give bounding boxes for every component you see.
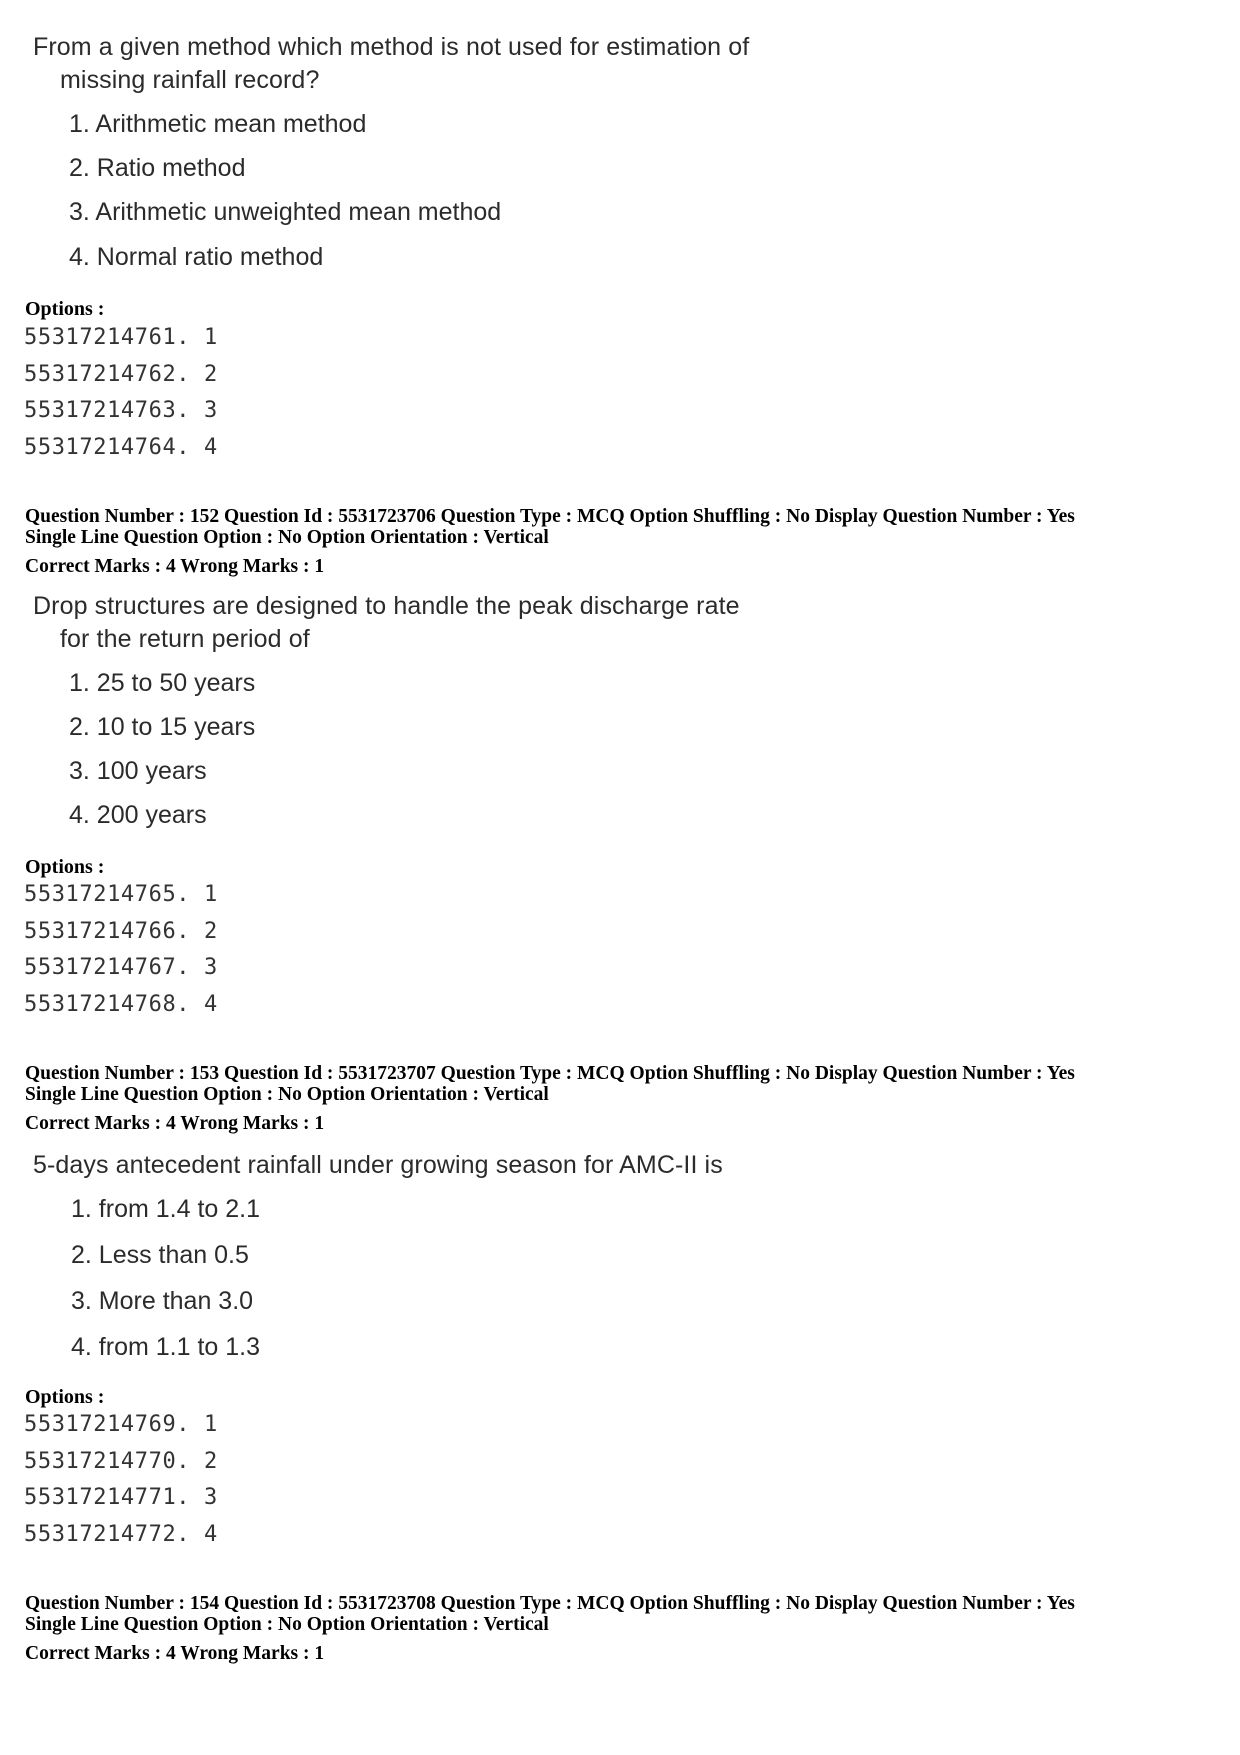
option-code-3: 55317214763. 3 — [24, 398, 218, 423]
question-meta-line1: Question Number : 153 Question Id : 5531723707 Question Type : MCQ Option Shuffling : No Display Question Number : Yes — [25, 1063, 1075, 1084]
choice-4: 4. from 1.1 to 1.3 — [71, 1333, 260, 1361]
option-code-2: 55317214766. 2 — [24, 919, 218, 944]
choice-3: 3. More than 3.0 — [71, 1287, 254, 1315]
choice-4: 4. 200 years — [69, 801, 207, 829]
question-stem: 5-days antecedent rainfall under growing season for AMC-II is — [33, 1151, 723, 1179]
option-code-2: 55317214770. 2 — [24, 1449, 218, 1474]
choice-1: 1. from 1.4 to 2.1 — [71, 1195, 260, 1223]
option-code-1: 55317214761. 1 — [24, 325, 218, 350]
choice-2: 2. Less than 0.5 — [71, 1241, 249, 1269]
question-stem-continued: missing rainfall record? — [60, 66, 320, 94]
choice-1: 1. Arithmetic mean method — [69, 110, 367, 138]
option-code-1: 55317214765. 1 — [24, 882, 218, 907]
question-stem: Drop structures are designed to handle the peak discharge rate — [33, 592, 740, 620]
options-label: Options : — [25, 1386, 105, 1408]
options-label: Options : — [25, 298, 105, 320]
marks-line: Correct Marks : 4 Wrong Marks : 1 — [25, 1643, 325, 1664]
question-meta-line1: Question Number : 152 Question Id : 5531723706 Question Type : MCQ Option Shuffling : No Display Question Number : Yes — [25, 506, 1075, 527]
marks-line: Correct Marks : 4 Wrong Marks : 1 — [25, 556, 325, 577]
choice-2: 2. Ratio method — [69, 154, 246, 182]
choice-3: 3. 100 years — [69, 757, 207, 785]
option-code-3: 55317214771. 3 — [24, 1485, 218, 1510]
option-code-1: 55317214769. 1 — [24, 1412, 218, 1437]
question-meta-line2: Single Line Question Option : No Option Orientation : Vertical — [25, 1084, 549, 1105]
choice-1: 1. 25 to 50 years — [69, 669, 256, 697]
question-stem: From a given method which method is not used for estimation of — [33, 33, 750, 61]
option-code-3: 55317214767. 3 — [24, 955, 218, 980]
question-152-image — [33, 590, 753, 840]
choice-3: 3. Arithmetic unweighted mean method — [69, 198, 502, 226]
question-meta-line1: Question Number : 154 Question Id : 5531723708 Question Type : MCQ Option Shuffling : No Display Question Number : Yes — [25, 1593, 1075, 1614]
option-code-2: 55317214762. 2 — [24, 362, 218, 387]
choice-2: 2. 10 to 15 years — [69, 713, 256, 741]
choice-4: 4. Normal ratio method — [69, 243, 324, 271]
question-meta-line2: Single Line Question Option : No Option Orientation : Vertical — [25, 1614, 549, 1635]
question-153-image — [33, 1149, 753, 1369]
question-meta-line2: Single Line Question Option : No Option Orientation : Vertical — [25, 527, 549, 548]
option-code-4: 55317214772. 4 — [24, 1522, 218, 1547]
marks-line: Correct Marks : 4 Wrong Marks : 1 — [25, 1113, 325, 1134]
options-label: Options : — [25, 856, 105, 878]
question-151-image — [33, 31, 753, 281]
option-code-4: 55317214768. 4 — [24, 992, 218, 1017]
question-stem-continued: for the return period of — [60, 625, 310, 653]
option-code-4: 55317214764. 4 — [24, 435, 218, 460]
